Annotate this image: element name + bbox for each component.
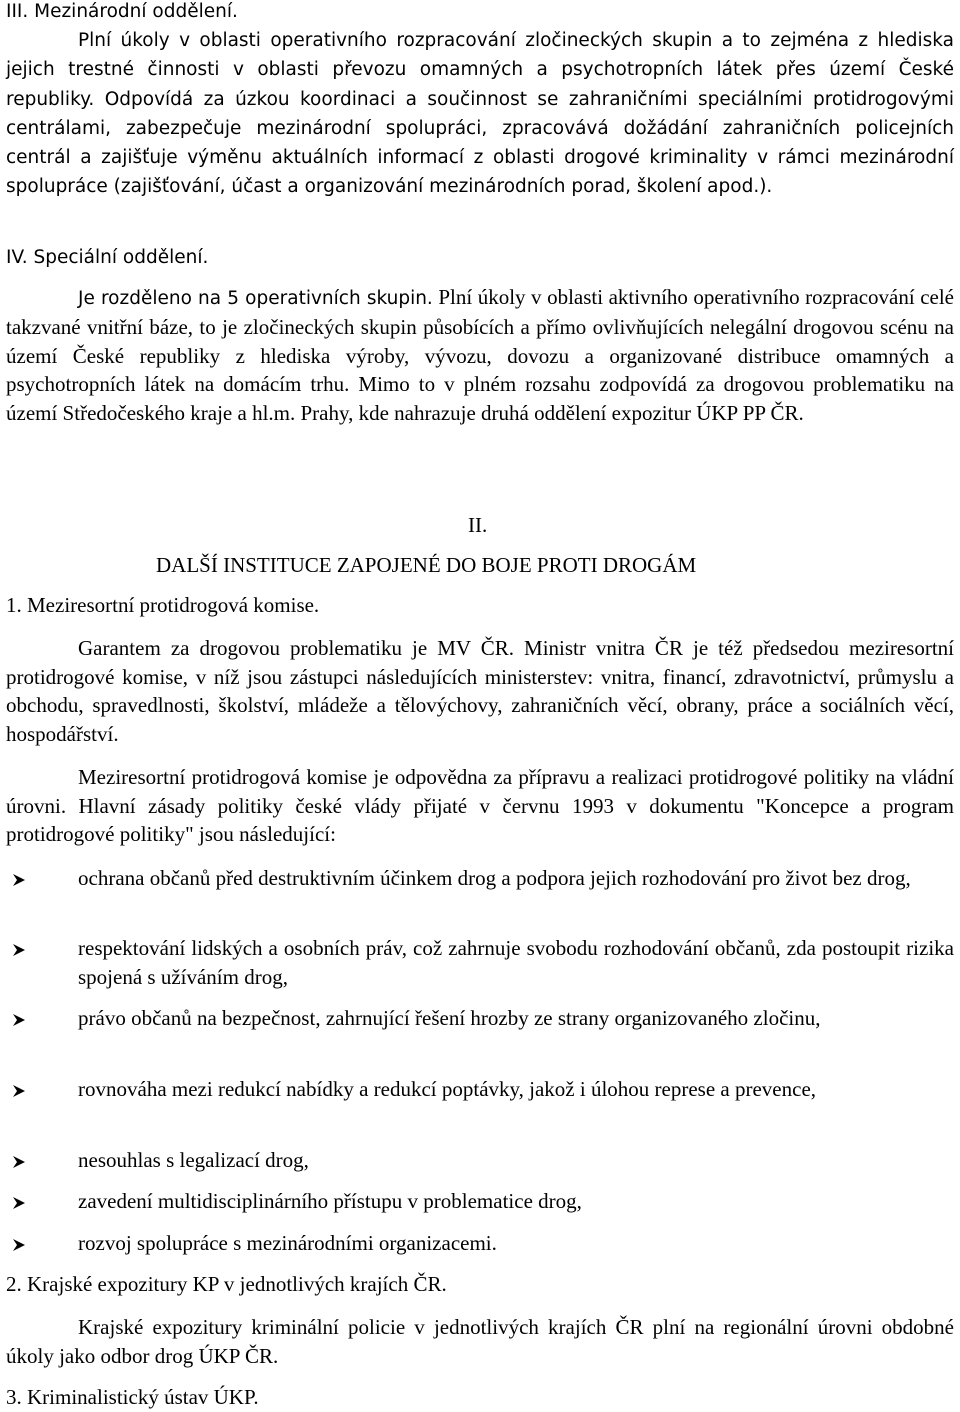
arrow-bullet-icon bbox=[12, 943, 26, 957]
item-3-heading: 3. Kriminalistický ústav ÚKP. bbox=[6, 1385, 259, 1409]
list-item: rozvoj spolupráce s mezinárodními organizacemi. bbox=[6, 1229, 954, 1258]
arrow-bullet-icon bbox=[12, 1196, 26, 1210]
arrow-bullet-icon bbox=[12, 873, 26, 887]
section-4-heading: IV. Speciální oddělení. bbox=[6, 247, 209, 268]
item-2-paragraph: Krajské expozitury kriminální policie v jednotlivých krajích ČR plní na regionální úrovni obdobné úkoly jako odbor drog ÚKP ČR. bbox=[6, 1315, 954, 1368]
list-item: ochrana občanů před destruktivním účinkem drog a podpora jejich rozhodování pro život bez drog, bbox=[6, 864, 954, 893]
section-4-paragraph bbox=[6, 283, 954, 427]
list-item: právo občanů na bezpečnost, zahrnující řešení hrozby ze strany organizovaného zločinu, bbox=[6, 1004, 954, 1033]
arrow-bullet-icon bbox=[12, 1238, 26, 1252]
chapter-title: DALŠÍ INSTITUCE ZAPOJENÉ DO BOJE PROTI DROGÁM bbox=[156, 553, 697, 577]
arrow-bullet-icon bbox=[12, 1084, 26, 1098]
list-item: nesouhlas s legalizací drog, bbox=[6, 1146, 954, 1175]
chapter-number: II. bbox=[468, 513, 488, 537]
list-item: rovnováha mezi redukcí nabídky a redukcí poptávky, jakož i úlohou represe a prevence, bbox=[6, 1075, 954, 1104]
section-4-paragraph-rest: Plní úkoly v oblasti aktivního operativního rozpracování celé takzvané vnitřní báze, to je zločineckých skupin působících a přímo ovlivňujících nelegální drogovou scénu na území České republiky z hlediska výroby, vývozu, dovozu a organizované distribuce omamných a psychotropních látek na domácím trhu. Mimo to v plném rozsahu zodpovídá za drogovou problematiku na území Středočeského kraje a hl.m. Prahy, kde nahrazuje druhá oddělení expozitur ÚKP PP ČR. bbox=[6, 285, 955, 425]
section-3-paragraph: Plní úkoly v oblasti operativního rozpracování zločineckých skupin a to zejména z hlediska jejich trestné činnosti v oblasti převozu omamných a psychotropních látek přes území České republiky. Odpovídá za úzkou koordinaci a součinnost se zahraničními speciálními protidrogovými centrálami, zabezpečuje mezinárodní spolupráci, zpracovává dožádání zahraničních policejních centrál a zajišťuje výměnu aktuálních informací z oblasti drogové kriminality v rámci mezinárodní spolupráce (zajišťování, účast a organizování mezinárodních porad, školení apod.). bbox=[6, 30, 954, 198]
item-2-heading: 2. Krajské expozitury KP v jednotlivých krajích ČR. bbox=[6, 1272, 447, 1296]
item-1-paragraph-1: Garantem za drogovou problematiku je MV ČR. Ministr vnitra ČR je též předsedou meziresortní protidrogové komise, v níž jsou zástupci následujících ministerstev: vnitra, financí, zdravotnictví, průmyslu a obchodu, spravedlnosti, školství, mládeže a tělovýchovy, zahraničních věcí, obrany, práce a sociálních věcí, hospodářství. bbox=[6, 636, 954, 746]
section-3-heading: III. Mezinárodní oddělení. bbox=[6, 1, 238, 22]
arrow-bullet-icon bbox=[12, 1155, 26, 1169]
item-1-heading: 1. Meziresortní protidrogová komise. bbox=[6, 593, 320, 617]
list-item: zavedení multidisciplinárního přístupu v problematice drog, bbox=[6, 1187, 954, 1216]
section-4-paragraph-lead: Je rozděleno na 5 operativních skupin. bbox=[78, 288, 433, 309]
item-1-paragraph-2: Meziresortní protidrogová komise je odpovědna za přípravu a realizaci protidrogové politiky na vládní úrovni. Hlavní zásady politiky české vlády přijaté v červnu 1993 v dokumentu "Koncepce a program protidrogové politiky" jsou následující: bbox=[6, 765, 954, 846]
list-item: respektování lidských a osobních práv, což zahrnuje svobodu rozhodování občanů, zda postoupit rizika spojená s užíváním drog, bbox=[6, 934, 954, 991]
arrow-bullet-icon bbox=[12, 1013, 26, 1027]
